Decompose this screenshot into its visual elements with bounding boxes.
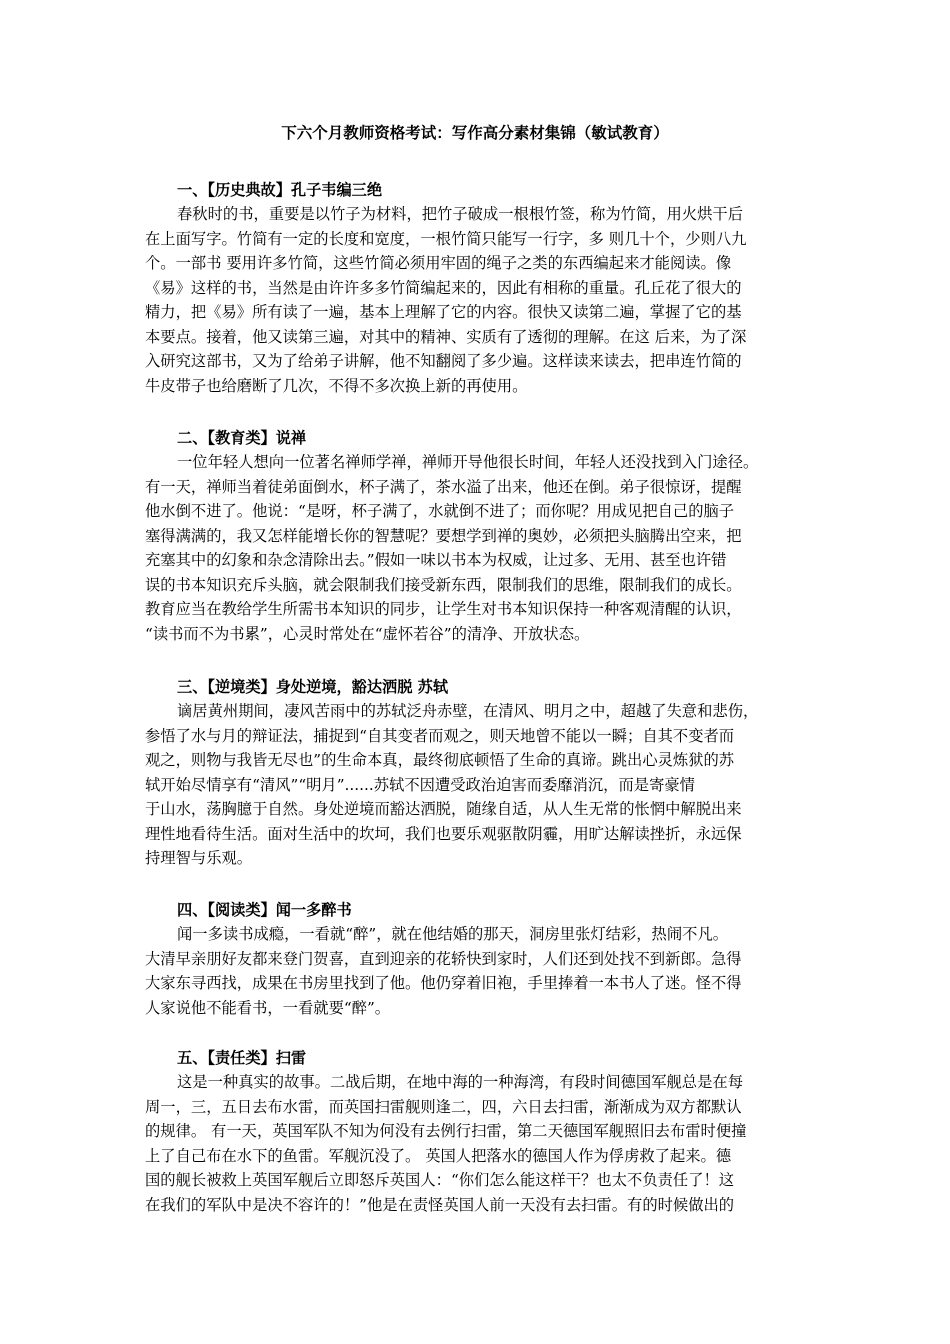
paragraph-line: 他水倒不进了。他说：“是呀，杯子满了，水就倒不进了；而你呢？用成见把自己的脑子 (145, 502, 735, 520)
paragraph-line: 周一，三，五日去布水雷，而英国扫雷舰则逢二，四，六日去扫雷，渐渐成为双方都默认 (145, 1097, 742, 1116)
paragraph-line: 参悟了水与月的辩证法，捕捉到“自其变者而观之，则天地曾不能以一瞬；自其不变者而 (145, 726, 735, 745)
paragraph-line: 有一天，禅师当着徒弟面倒水，杯子满了，茶水溢了出来，他还在倒。弟子很惊讶，提醒 (145, 477, 742, 496)
section-responsibility (145, 1046, 817, 1217)
paragraph-line: 于山水，荡胸臆于自然。身处逆境而豁达洒脱，随缘自适，从人生无常的怅惘中解脱出来 (145, 800, 742, 818)
document-title: 下六个月教师资格考试：写作高分素材集锦（敏试教育） (281, 124, 669, 142)
section-heading: 二、【教育类】说禅 (177, 429, 307, 447)
section-education (145, 426, 817, 646)
paragraph-line: 这是一种真实的故事。二战后期，在地中海的一种海湾，有段时间德国军舰总是在每 (177, 1073, 743, 1091)
paragraph-line: 大清早亲朋好友都来登门贺喜，直到迎亲的花轿快到家时，人们还到处找不到新郎。急得 (145, 949, 742, 968)
paragraph-line: 入研究这部书，又为了给弟子讲解，他不知翻阅了多少遍。这样读来读去，把串连竹简的 (145, 352, 742, 370)
paragraph-line: “读书而不为书累”，心灵时常处在“虚怀若谷”的清净、开放状态。 (145, 624, 590, 643)
paragraph-line: 一位年轻人想向一位著名禅师学禅，禅师开导他很长时间，年轻人还没找到入门途径。 (177, 453, 759, 471)
paragraph-line: 《易》这样的书，当然是由许许多多竹简编起来的，因此有相称的重量。孔丘花了很大的 (145, 278, 742, 297)
paragraph-line: 教育应当在教给学生所需书本知识的同步，让学生对书本知识保持一种客观清醒的认识， (145, 600, 742, 618)
paragraph-line: 误的书本知识充斥头脑，就会限制我们接受新东西，限制我们的思维，限制我们的成长。 (145, 575, 742, 594)
paragraph-line: 在上面写字。竹简有一定的长度和宽度，一根竹简只能写一行字，多 则几十个，少则八九 (145, 229, 747, 248)
paragraph-line: 人家说他不能看书，一看就要“醉”。 (145, 998, 391, 1017)
paragraph-line: 谪居黄州期间，凄风苦雨中的苏轼泛舟赤壁，在清风、明月之中，超越了失意和悲伤， (177, 702, 759, 720)
paragraph-line: 轼开始尽情享有“清风”“明月”......苏轼不因遭受政治迫害而委靡消沉，而是寄豪情 (145, 775, 695, 794)
paragraph-line: 本要点。接着，他又读第三遍，对其中的精神、实质有了透彻的理解。在这 后来，为了深 (145, 327, 747, 346)
paragraph-line: 牛皮带子也给磨断了几次，不得不多次换上新的再使用。 (145, 376, 528, 395)
section-heading: 四、【阅读类】闻一多醉书 (177, 901, 352, 919)
paragraph-line: 上了自己布在水下的鱼雷。军舰沉没了。 英国人把落水的德国人作为俘虏救了起来。德 (145, 1146, 732, 1165)
section-heading: 一、【历史典故】孔子韦编三绝 (177, 181, 383, 199)
section-history (145, 178, 817, 398)
paragraph-line: 大家东寻西找，成果在书房里找到了他。他仍穿着旧袍，手里捧着一本书人了迷。怪不得 (145, 974, 742, 992)
paragraph-line: 在我们的军队中是决不容许的！”他是在责怪英国人前一天没有去扫雷。有的时候做出的 (145, 1195, 735, 1214)
section-heading: 三、【逆境类】身处逆境，豁达洒脱 苏轼 (177, 678, 449, 696)
paragraph-line: 精力，把《易》所有读了一遍，基本上理解了它的内容。很快又读第二遍，掌握了它的基 (145, 303, 742, 321)
paragraph-line: 塞得满满的，我又怎样能增长你的智慧呢？要想学到禅的奥妙，必须把头脑腾出空来，把 (145, 526, 742, 545)
paragraph-line: 充塞其中的幻象和杂念清除出去。”假如一味以书本为权威，让过多、无用、甚至也许错 (145, 551, 727, 569)
paragraph-line: 观之，则物与我皆无尽也”的生命本真，最终彻底顿悟了生命的真谛。跳出心灵炼狱的苏 (145, 751, 735, 769)
paragraph-line: 国的舰长被救上英国军舰后立即怒斥英国人：“你们怎么能这样干？也太不负责任了！这 (145, 1171, 735, 1189)
paragraph-line: 理性地看待生活。面对生活中的坎坷，我们也要乐观驱散阴霾，用旷达解读挫折，永远保 (145, 824, 742, 843)
paragraph-line: 个。一部书 要用许多竹简，这些竹简必须用牢固的绳子之类的东西编起来才能阅读。像 (145, 254, 732, 272)
paragraph-line: 持理智与乐观。 (145, 849, 253, 867)
section-reading (145, 898, 817, 1020)
paragraph-line: 的规律。 有一天，英国军队不知为何没有去例行扫雷，第二天德国军舰照旧去布雷时便撞 (145, 1122, 747, 1140)
section-adversity (145, 675, 817, 871)
paragraph-line: 闻一多读书成瘾，一看就“醉”，就在他结婚的那天，洞房里张灯结彩，热闹不凡。 (177, 925, 729, 943)
section-heading: 五、【责任类】扫雷 (177, 1049, 307, 1067)
paragraph-line: 春秋时的书，重要是以竹子为材料，把竹子破成一根根竹签，称为竹简，用火烘干后 (177, 205, 743, 223)
